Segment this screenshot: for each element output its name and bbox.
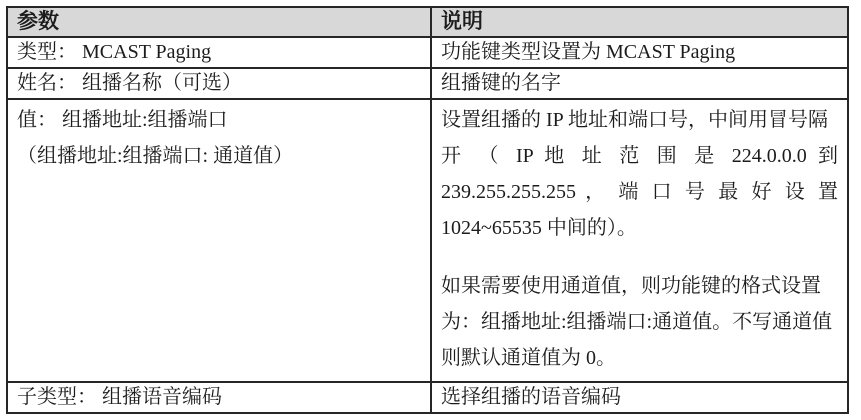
table-row-type bbox=[7, 37, 848, 68]
param-text: 子类型： 组播语音编码 bbox=[17, 386, 222, 408]
desc-text: 选择组播的语音编码 bbox=[441, 386, 621, 408]
header-cell-param bbox=[7, 7, 431, 37]
desc-text-line: 则默认通道值为 0。 bbox=[441, 347, 616, 369]
param-text-line: （组播地址:组播端口: 通道值） bbox=[17, 145, 294, 167]
desc-cell-value bbox=[431, 99, 848, 382]
desc-cell-subtype bbox=[431, 382, 848, 413]
param-text: 姓名： 组播名称（可选） bbox=[17, 72, 242, 94]
desc-text: 功能键类型设置为 MCAST Paging bbox=[441, 41, 736, 63]
param-cell-value bbox=[7, 99, 431, 382]
param-text: 类型： MCAST Paging bbox=[17, 41, 212, 63]
desc-cell-type bbox=[431, 37, 848, 68]
param-text-line: 值： 组播地址:组播端口 bbox=[17, 109, 228, 131]
blank-line bbox=[441, 246, 838, 268]
desc-text-line: 开 （ IP 地 址 范 围 是 224.0.0.0 到 bbox=[441, 145, 838, 167]
desc-text-line: 设置组播的 IP 地址和端口号，中间用冒号隔 bbox=[441, 109, 829, 131]
table-row-value bbox=[7, 99, 848, 382]
header-cell-desc bbox=[431, 7, 848, 37]
param-cell-name bbox=[7, 68, 431, 99]
param-cell-subtype bbox=[7, 382, 431, 413]
desc-text-line: 239.255.255.255 ， 端 口 号 最 好 设 置 bbox=[441, 181, 838, 203]
table-row-subtype bbox=[7, 382, 848, 413]
header-desc-label: 说明 bbox=[441, 10, 483, 33]
desc-text-line: 为：组播地址:组播端口:通道值。不写通道值 bbox=[441, 311, 833, 333]
header-param-label: 参数 bbox=[17, 10, 59, 33]
parameter-table bbox=[6, 6, 849, 414]
desc-text: 组播键的名字 bbox=[441, 72, 561, 94]
header-row bbox=[7, 7, 848, 37]
desc-text-line: 如果需要使用通道值，则功能键的格式设置 bbox=[441, 275, 821, 297]
table-row-name bbox=[7, 68, 848, 99]
desc-text-line: 1024~65535 中间的）。 bbox=[441, 217, 637, 239]
desc-cell-name bbox=[431, 68, 848, 99]
param-cell-type bbox=[7, 37, 431, 68]
